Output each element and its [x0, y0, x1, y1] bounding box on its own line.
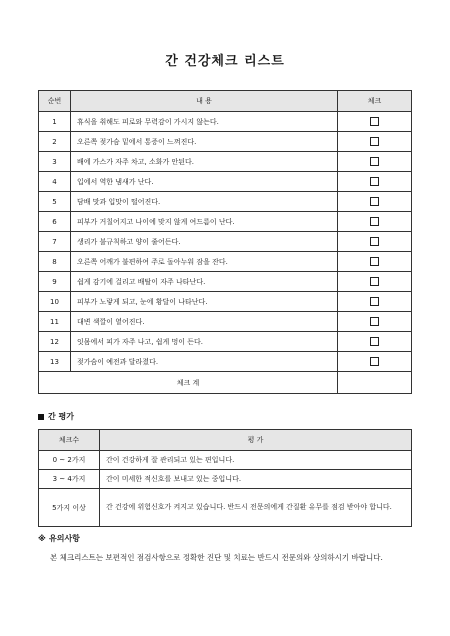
black-square-icon — [38, 414, 44, 420]
eval-count: 0 ~ 2가지 — [39, 451, 100, 470]
notice-heading — [38, 533, 80, 544]
row-check-cell — [338, 112, 412, 132]
notice-heading-text: 유의사항 — [49, 534, 80, 543]
checklist-row — [39, 352, 412, 372]
checkbox[interactable] — [370, 197, 379, 206]
row-number: 7 — [39, 232, 71, 252]
total-value-cell[interactable] — [338, 372, 412, 394]
eval-text: 간이 미세한 적신호를 보내고 있는 중입니다. — [100, 470, 412, 489]
row-number: 1 — [39, 112, 71, 132]
checklist-total-row — [39, 372, 412, 394]
eval-text: 간 건강에 위험신호가 켜지고 있습니다. 반드시 전문의에게 간질환 유무를 점검 받아야 합니다. — [100, 489, 412, 527]
row-number: 13 — [39, 352, 71, 372]
row-number: 5 — [39, 192, 71, 212]
evaluation-row — [39, 451, 412, 470]
row-check-cell — [338, 132, 412, 152]
checkbox[interactable] — [370, 217, 379, 226]
evaluation-row — [39, 489, 412, 527]
row-check-cell — [338, 252, 412, 272]
eval-count: 5가지 이상 — [39, 489, 100, 527]
checklist-row — [39, 192, 412, 212]
row-content: 젖가슴이 예전과 달라졌다. — [71, 352, 338, 372]
checkbox[interactable] — [370, 137, 379, 146]
row-content: 피부가 거칠어지고 나이에 맞지 않게 여드름이 난다. — [71, 212, 338, 232]
checklist-row — [39, 212, 412, 232]
row-number: 10 — [39, 292, 71, 312]
checklist-header-row — [39, 91, 412, 112]
checklist-row — [39, 252, 412, 272]
checklist-row — [39, 172, 412, 192]
row-content: 오른쪽 어깨가 불편하여 주로 돌아누워 잠을 잔다. — [71, 252, 338, 272]
checklist-row — [39, 152, 412, 172]
reference-mark-icon: ※ — [38, 534, 46, 543]
row-content: 담배 맛과 입맛이 떨어진다. — [71, 192, 338, 212]
row-number: 4 — [39, 172, 71, 192]
header-eval: 평 가 — [100, 430, 412, 451]
row-content: 생리가 불규칙하고 양이 줄어든다. — [71, 232, 338, 252]
checkbox[interactable] — [370, 157, 379, 166]
checklist-table — [38, 90, 412, 394]
row-check-cell — [338, 172, 412, 192]
row-check-cell — [338, 272, 412, 292]
row-check-cell — [338, 152, 412, 172]
checkbox[interactable] — [370, 317, 379, 326]
checkbox[interactable] — [370, 277, 379, 286]
checklist-row — [39, 332, 412, 352]
row-content: 입에서 역한 냄새가 난다. — [71, 172, 338, 192]
row-content: 대변 색깔이 옅어진다. — [71, 312, 338, 332]
row-content: 오른쪽 젖가슴 밑에서 통증이 느껴진다. — [71, 132, 338, 152]
checklist-row — [39, 132, 412, 152]
checkbox[interactable] — [370, 297, 379, 306]
evaluation-header-row — [39, 430, 412, 451]
header-count: 체크수 — [39, 430, 100, 451]
header-check: 체크 — [338, 91, 412, 112]
row-number: 9 — [39, 272, 71, 292]
checklist-row — [39, 312, 412, 332]
checkbox[interactable] — [370, 357, 379, 366]
row-content: 배에 가스가 자주 차고, 소화가 안된다. — [71, 152, 338, 172]
row-check-cell — [338, 332, 412, 352]
evaluation-heading-text: 간 평가 — [48, 412, 74, 421]
row-check-cell — [338, 212, 412, 232]
row-content: 쉽게 감기에 걸리고 배탈이 자주 나타난다. — [71, 272, 338, 292]
page-title: 간 건강체크 리스트 — [165, 54, 285, 69]
notice-text: 본 체크리스트는 보편적인 점검사항으로 정확한 진단 및 치료는 반드시 전문의와 상의하시기 바랍니다. — [50, 553, 383, 562]
row-number: 8 — [39, 252, 71, 272]
row-number: 3 — [39, 152, 71, 172]
checkbox[interactable] — [370, 237, 379, 246]
header-num: 순번 — [39, 91, 71, 112]
checkbox[interactable] — [370, 117, 379, 126]
checklist-row — [39, 292, 412, 312]
row-content: 잇몸에서 피가 자주 나고, 쉽게 멍이 든다. — [71, 332, 338, 352]
eval-count: 3 ~ 4가지 — [39, 470, 100, 489]
checklist-row — [39, 272, 412, 292]
row-check-cell — [338, 352, 412, 372]
row-check-cell — [338, 232, 412, 252]
evaluation-table — [38, 429, 412, 527]
row-number: 6 — [39, 212, 71, 232]
row-content: 휴식을 취해도 피로와 무력감이 가시지 않는다. — [71, 112, 338, 132]
row-check-cell — [338, 312, 412, 332]
row-check-cell — [338, 292, 412, 312]
evaluation-row — [39, 470, 412, 489]
checklist-row — [39, 232, 412, 252]
checkbox[interactable] — [370, 177, 379, 186]
row-content: 피부가 노랗게 되고, 눈에 황달이 나타난다. — [71, 292, 338, 312]
row-number: 2 — [39, 132, 71, 152]
row-number: 11 — [39, 312, 71, 332]
row-number: 12 — [39, 332, 71, 352]
checkbox[interactable] — [370, 257, 379, 266]
total-label: 체크 계 — [39, 372, 338, 394]
eval-text: 간이 건강하게 잘 관리되고 있는 편입니다. — [100, 451, 412, 470]
checklist-row — [39, 112, 412, 132]
checkbox[interactable] — [370, 337, 379, 346]
evaluation-heading — [38, 411, 74, 422]
row-check-cell — [338, 192, 412, 212]
header-content: 내 용 — [71, 91, 338, 112]
